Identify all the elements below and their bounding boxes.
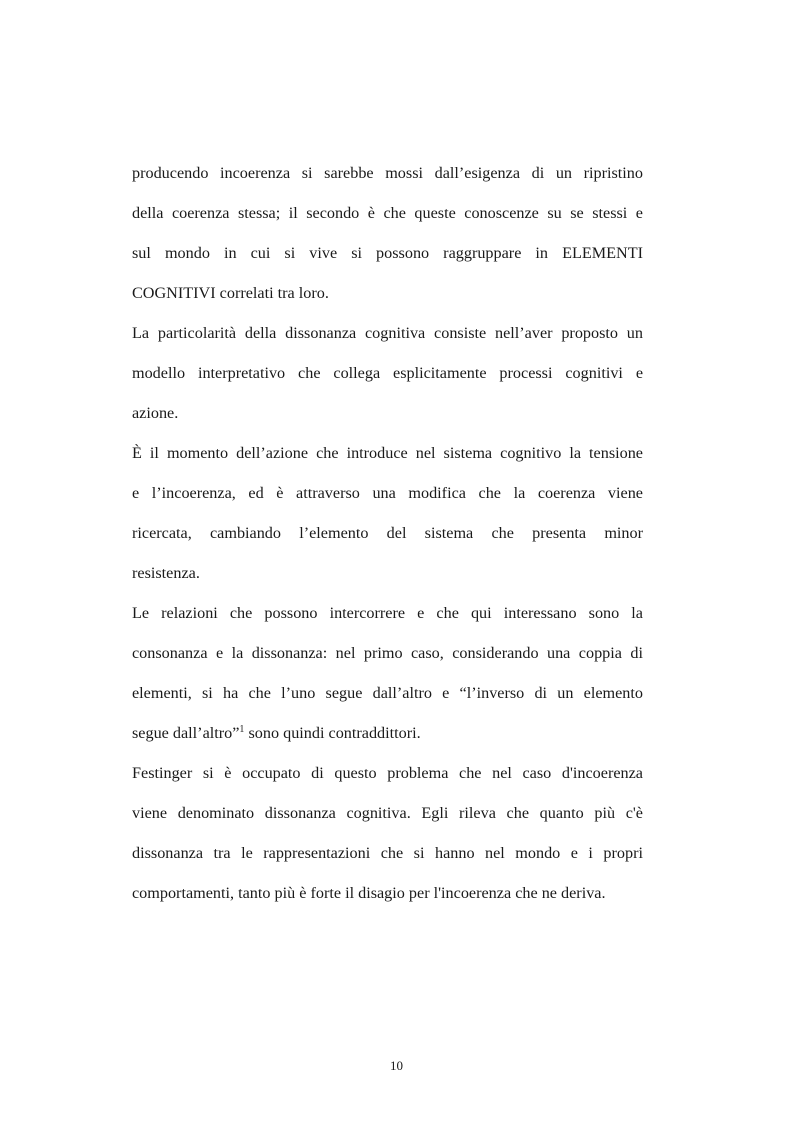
text-fragment: sono quindi contraddittori. xyxy=(244,724,421,742)
text-line: È il momento dell’azione che introduce nel sistema cognitivo la tensione xyxy=(132,444,643,462)
paragraph-4 xyxy=(132,593,643,753)
text-line: Le relazioni che possono intercorrere e che qui interessano sono la xyxy=(132,604,643,622)
paragraph-3 xyxy=(132,433,643,593)
paragraph-5 xyxy=(132,753,643,913)
text-line: e l’incoerenza, ed è attraverso una modifica che la coerenza viene xyxy=(132,484,643,502)
paragraph-1 xyxy=(132,153,643,313)
text-line: dissonanza tra le rappresentazioni che si hanno nel mondo e i propri xyxy=(132,844,643,862)
text-line: COGNITIVI correlati tra loro. xyxy=(132,284,329,302)
text-line: comportamenti, tanto più è forte il disagio per l'incoerenza che ne deriva. xyxy=(132,884,606,902)
page-number: 10 xyxy=(390,1058,403,1073)
text-line: azione. xyxy=(132,404,179,422)
text-line: consonanza e la dissonanza: nel primo caso, considerando una coppia di xyxy=(132,644,643,662)
text-line: viene denominato dissonanza cognitiva. Egli rileva che quanto più c'è xyxy=(132,804,643,822)
text-line: Festinger si è occupato di questo problema che nel caso d'incoerenza xyxy=(132,764,643,782)
text-line: ricercata, cambiando l’elemento del sistema che presenta minor xyxy=(132,524,643,542)
text-line: La particolarità della dissonanza cognitiva consiste nell’aver proposto un xyxy=(132,324,643,342)
body-text xyxy=(132,153,643,913)
text-line: sul mondo in cui si vive si possono raggruppare in ELEMENTI xyxy=(132,244,643,262)
text-line: modello interpretativo che collega esplicitamente processi cognitivi e xyxy=(132,364,643,382)
text-line-with-footnote xyxy=(132,713,643,753)
text-line: della coerenza stessa; il secondo è che queste conoscenze su se stessi e xyxy=(132,204,643,222)
text-fragment: segue dall’altro” xyxy=(132,724,240,742)
footnote-reference[interactable]: 1 xyxy=(239,724,245,735)
text-line: elementi, si ha che l’uno segue dall’altro e “l’inverso di un elemento xyxy=(132,684,643,702)
text-line: resistenza. xyxy=(132,564,200,582)
text-line: producendo incoerenza si sarebbe mossi dall’esigenza di un ripristino xyxy=(132,164,643,182)
paragraph-2 xyxy=(132,313,643,433)
